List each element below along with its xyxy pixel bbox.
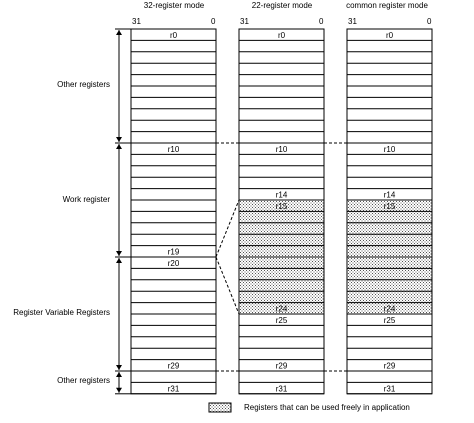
column-header-32-register-mode: 32-register mode — [143, 1, 205, 10]
register-label-r10: r10 — [383, 144, 396, 154]
register-label-r14: r14 — [383, 190, 396, 200]
register-label-r15: r15 — [383, 201, 396, 211]
arrowhead-up-icon — [116, 144, 122, 149]
bit-31-label: 31 — [132, 17, 141, 26]
register-label-r20: r20 — [167, 258, 180, 268]
bit-31-label: 31 — [348, 17, 357, 26]
group-label-work-register: Work register — [62, 195, 110, 204]
arrowhead-down-icon — [116, 388, 122, 393]
group-label-other-registers: Other registers — [57, 80, 110, 89]
group-label-other-registers-bottom: Other registers — [57, 376, 110, 385]
register-label-r15: r15 — [275, 201, 288, 211]
dashed-diagonal — [216, 200, 239, 257]
legend-swatch — [209, 403, 231, 412]
register-label-r19: r19 — [167, 247, 180, 257]
arrowhead-down-icon — [116, 365, 122, 370]
register-label-r24: r24 — [275, 304, 288, 314]
register-label-r24: r24 — [383, 304, 396, 314]
register-label-r0: r0 — [385, 30, 394, 40]
bit-0-label: 0 — [211, 17, 216, 26]
register-label-r10: r10 — [167, 144, 180, 154]
arrowhead-down-icon — [116, 251, 122, 256]
column-header-22-register-mode: 22-register mode — [251, 1, 313, 10]
register-label-r0: r0 — [169, 30, 178, 40]
register-label-r29: r29 — [275, 361, 288, 371]
bit-0-label: 0 — [427, 17, 432, 26]
register-label-r31: r31 — [167, 384, 180, 394]
register-label-r0: r0 — [277, 30, 286, 40]
register-label-r10: r10 — [275, 144, 288, 154]
register-label-r31: r31 — [383, 384, 396, 394]
register-label-r29: r29 — [167, 361, 180, 371]
column-header-common-register-mode: common register mode — [346, 1, 428, 10]
register-label-r25: r25 — [383, 315, 396, 325]
group-label-register-variable-registers: Register Variable Registers — [13, 308, 110, 317]
bit-31-label: 31 — [240, 17, 249, 26]
arrowhead-up-icon — [116, 372, 122, 377]
register-label-r31: r31 — [275, 384, 288, 394]
dashed-diagonal — [216, 257, 239, 314]
register-label-r29: r29 — [383, 361, 396, 371]
bit-0-label: 0 — [319, 17, 324, 26]
register-label-r25: r25 — [275, 315, 288, 325]
arrowhead-down-icon — [116, 137, 122, 142]
legend-label: Registers that can be used freely in application — [244, 403, 410, 412]
arrowhead-up-icon — [116, 258, 122, 263]
arrowhead-up-icon — [116, 30, 122, 35]
register-label-r14: r14 — [275, 190, 288, 200]
